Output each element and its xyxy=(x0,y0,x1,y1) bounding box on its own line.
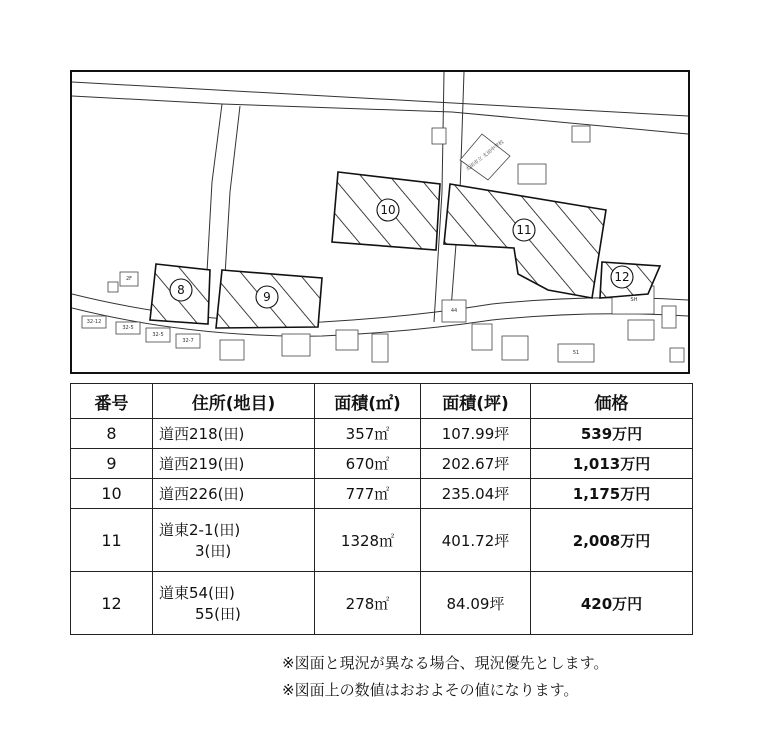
row-area-sqm: 357㎡ xyxy=(315,419,421,449)
note-line: ※図面と現況が異なる場合、現況優先とします。 xyxy=(282,654,609,672)
row-number: 10 xyxy=(71,479,153,509)
note-line: ※図面上の数値はおおよその値になります。 xyxy=(282,681,579,699)
row-address: 道西226(田) xyxy=(153,479,315,509)
row-area-tsubo: 107.99坪 xyxy=(421,419,531,449)
plot-map xyxy=(70,70,690,374)
row-price: 539万円 xyxy=(531,419,693,449)
row-number: 11 xyxy=(71,509,153,572)
lot-9[interactable] xyxy=(216,270,322,328)
row-address-line2: 55(田) xyxy=(195,605,241,623)
map-label-32-5-b: 32-5 xyxy=(152,332,164,338)
lot-10[interactable] xyxy=(332,172,440,250)
row-area-tsubo: 235.04坪 xyxy=(421,479,531,509)
map-label-32-7: 32-7 xyxy=(182,338,194,344)
map-label-44: 44 xyxy=(450,308,458,314)
row-address: 道西219(田) xyxy=(153,449,315,479)
row-price: 1,013万円 xyxy=(531,449,693,479)
map-label-facility: 太田市立 太田中学校 xyxy=(464,139,506,173)
lot-10-number: 10 xyxy=(380,203,396,217)
header-address: 住所(地目) xyxy=(153,384,315,419)
map-label-2f: 2F xyxy=(125,276,133,282)
table-row xyxy=(71,419,693,449)
map-label-32-5-a: 32-5 xyxy=(122,325,134,331)
lot-table xyxy=(70,383,693,635)
row-area-sqm: 670㎡ xyxy=(315,449,421,479)
map-label-51: 51 xyxy=(572,350,580,356)
lot-8-number: 8 xyxy=(177,283,185,297)
notes xyxy=(282,650,608,704)
lot-11[interactable] xyxy=(444,184,606,298)
row-area-tsubo: 84.09坪 xyxy=(421,572,531,635)
row-area-sqm: 1328㎡ xyxy=(315,509,421,572)
header-number: 番号 xyxy=(71,384,153,419)
header-area-tsubo: 面積(坪) xyxy=(421,384,531,419)
row-address-line2: 3(田) xyxy=(195,542,232,560)
map-canvas xyxy=(72,72,688,372)
row-address-line1: 道東2-1(田) xyxy=(159,521,241,539)
row-price: 2,008万円 xyxy=(531,509,693,572)
row-address: 道西218(田) xyxy=(153,419,315,449)
row-price: 420万円 xyxy=(531,572,693,635)
lot-11-number: 11 xyxy=(516,223,532,237)
row-number: 9 xyxy=(71,449,153,479)
lot-12-number: 12 xyxy=(614,270,630,284)
map-label-32-12: 32-12 xyxy=(86,319,102,325)
row-area-tsubo: 202.67坪 xyxy=(421,449,531,479)
lot-9-number: 9 xyxy=(263,290,271,304)
header-area-sqm: 面積(㎡) xyxy=(315,384,421,419)
row-address xyxy=(153,572,315,635)
header-price: 価格 xyxy=(531,384,693,419)
table-row xyxy=(71,449,693,479)
row-area-sqm: 278㎡ xyxy=(315,572,421,635)
row-area-tsubo: 401.72坪 xyxy=(421,509,531,572)
row-address-line1: 道東54(田) xyxy=(159,584,235,602)
map-label-sh: SH xyxy=(630,297,638,303)
table-row xyxy=(71,479,693,509)
table-row xyxy=(71,509,693,572)
table-header-row xyxy=(71,384,693,419)
row-area-sqm: 777㎡ xyxy=(315,479,421,509)
row-price: 1,175万円 xyxy=(531,479,693,509)
table-row xyxy=(71,572,693,635)
row-address xyxy=(153,509,315,572)
row-number: 8 xyxy=(71,419,153,449)
row-number: 12 xyxy=(71,572,153,635)
lot-8[interactable] xyxy=(150,264,210,324)
